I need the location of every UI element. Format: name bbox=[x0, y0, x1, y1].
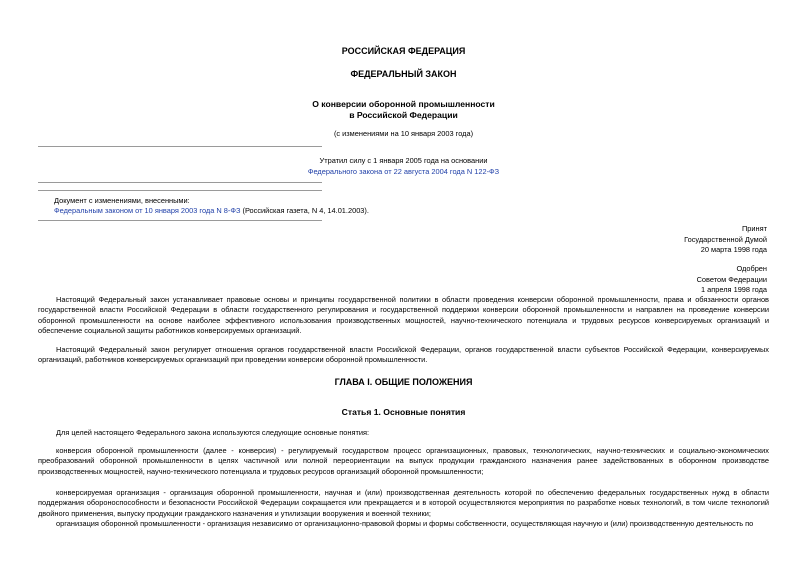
expiry-law-link[interactable]: Федерального закона от 22 августа 2004 года N 122-ФЗ bbox=[307, 167, 500, 176]
changes-intro: Документ с изменениями, внесенными: bbox=[54, 196, 190, 205]
separator-line bbox=[38, 220, 322, 221]
council-approval bbox=[697, 264, 767, 296]
preamble-paragraph-1: Настоящий Федеральный закон устанавливает правовые основы и принципы государственной политики в области проведения конверсии оборонной промышленности, права и обязанности органов государственной власти Российской Федерации в области государственного регулирования и государственной поддержки конверсии оборонной промышленности и направлен на проведение конверсии оборонной промышленности на основе наиболее эффективного использования производственных мощностей, научно-технического потенциала и трудовых ресурсов конверсируемых организаций и обеспечение социальной защиты работников конверсируемых организаций. bbox=[38, 295, 769, 336]
definition-defense-organization: организация оборонной промышленности - организация независимо от организационно-правовой формы и формы собственности, осуществляющая научную и (или) производственную деятельность по bbox=[56, 519, 754, 528]
amendment-note: (с изменениями на 10 января 2003 года) bbox=[333, 129, 474, 138]
council-body: Советом Федерации bbox=[696, 274, 767, 284]
separator-line bbox=[38, 190, 322, 191]
law-title-line2: в Российской Федерации bbox=[349, 110, 458, 120]
definition-converted-organization: конверсируемая организация - организация оборонной промышленности, научная и (или) производственная деятельность которой по обеспечению федеральных государственных нужд в области поддержания обороноспособности и безопасности Российской Федерации сокращается или прекращается и в которой осуществляются мероприятия по разработке новых технологий, в том числе технологий двойного применения, выпуску продукции гражданского назначения и утилизации вооружения и военной техники; bbox=[38, 488, 769, 518]
changes-law-link[interactable]: Федеральным законом от 10 января 2003 года N 8-ФЗ bbox=[54, 206, 241, 215]
doc-type-heading: ФЕДЕРАЛЬНЫЙ ЗАКОН bbox=[350, 69, 457, 79]
separator-line bbox=[38, 182, 322, 183]
definition-conversion: конверсия оборонной промышленности (далее - конверсия) - регулируемый государством процесс организационных, правовых, технологических, научно-технических и социально-экономических преобразований оборонной промышленности в целях частичной или полной переориентации на выпуск продукции гражданского назначения ранее задействованных в оборонном производстве производственных мощностей, научно-технического потенциала и трудовых ресурсов организаций оборонной промышленности; bbox=[38, 446, 769, 476]
council-date: 1 апреля 1998 года bbox=[700, 285, 767, 294]
changes-source: (Российская газета, N 4, 14.01.2003). bbox=[240, 206, 369, 215]
duma-adoption bbox=[684, 224, 767, 256]
expiry-text: Утратил силу с 1 января 2005 года на основании bbox=[319, 156, 488, 165]
council-approved: Одобрен bbox=[736, 264, 767, 273]
duma-date: 20 марта 1998 года bbox=[700, 245, 767, 254]
duma-body: Государственной Думой bbox=[684, 234, 767, 244]
law-title-line1: О конверсии оборонной промышленности bbox=[312, 99, 495, 109]
changes-line bbox=[54, 206, 369, 215]
chapter-heading: ГЛАВА I. ОБЩИЕ ПОЛОЖЕНИЯ bbox=[334, 377, 473, 387]
duma-adopted: Принят bbox=[741, 224, 767, 233]
country-heading: РОССИЙСКАЯ ФЕДЕРАЦИЯ bbox=[341, 46, 466, 56]
article-heading: Статья 1. Основные понятия bbox=[341, 407, 466, 417]
separator-line bbox=[38, 146, 322, 147]
preamble-paragraph-2: Настоящий Федеральный закон регулирует отношения органов государственной власти Российской Федерации, органов государственной власти субъектов Российской Федерации, конверсируемых организаций, работников конверсируемых организаций при проведении конверсии оборонной промышленности. bbox=[38, 345, 769, 365]
article-intro: Для целей настоящего Федерального закона используются следующие основные понятия: bbox=[56, 428, 370, 437]
